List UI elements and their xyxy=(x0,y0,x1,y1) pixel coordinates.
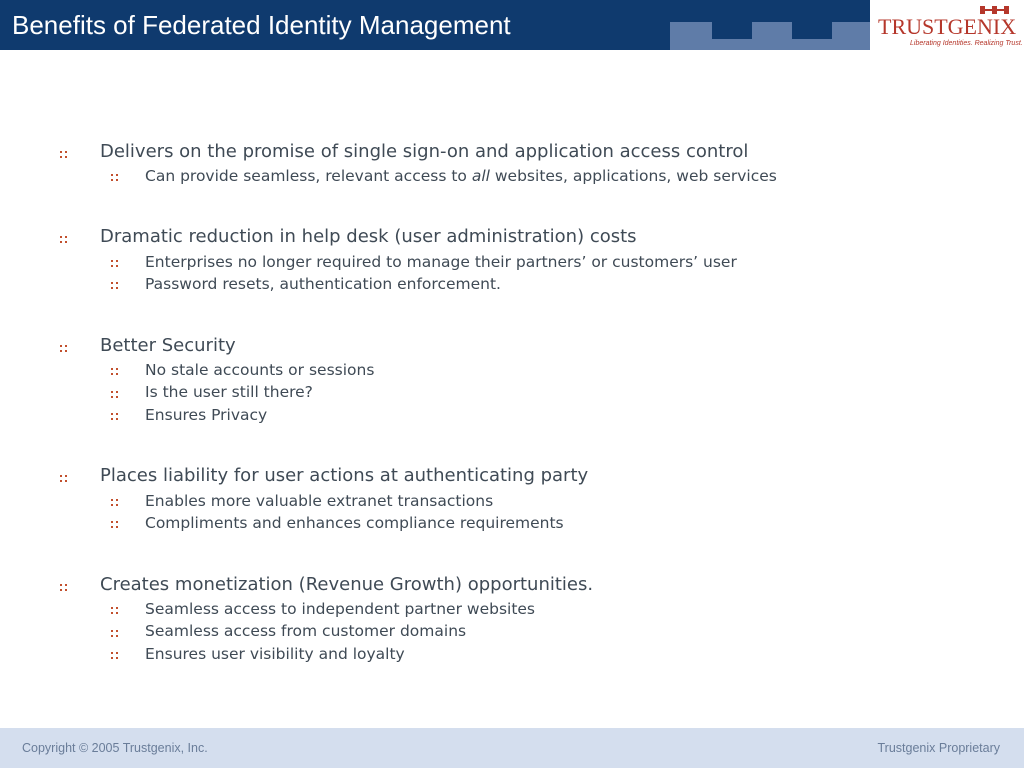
logo-wordmark: TRUSTGENIX xyxy=(878,14,1017,39)
sub-bullet-customer-domains: Seamless access from customer domains xyxy=(145,622,467,640)
bullet-help-desk: Dramatic reduction in help desk (user administration) costs xyxy=(100,226,637,247)
sub-bullet-user-still-there: Is the user still there? xyxy=(145,383,313,401)
four-dot-bullet-icon xyxy=(60,584,68,592)
copyright-text: Copyright © 2005 Trustgenix, Inc. xyxy=(22,741,208,755)
sub-bullet-emphasis: all xyxy=(471,167,490,185)
proprietary-text: Trustgenix Proprietary xyxy=(877,741,1000,755)
four-dot-bullet-icon xyxy=(60,475,68,483)
sub-bullet-visibility-loyalty: Ensures user visibility and loyalty xyxy=(145,645,405,663)
bullet-better-security: Better Security xyxy=(100,335,236,356)
sub-bullet-no-stale-accounts: No stale accounts or sessions xyxy=(145,361,375,379)
four-dot-bullet-icon xyxy=(60,345,68,353)
sub-bullet-privacy: Ensures Privacy xyxy=(145,406,268,424)
four-dot-bullet-icon xyxy=(60,151,68,159)
four-dot-bullet-icon xyxy=(111,607,119,615)
sub-bullet-text: Can provide seamless, relevant access to xyxy=(145,167,472,185)
four-dot-bullet-icon xyxy=(111,521,119,529)
footer-bar xyxy=(0,728,1024,768)
bullet-monetization: Creates monetization (Revenue Growth) opportunities. xyxy=(100,574,594,595)
four-dot-bullet-icon xyxy=(111,174,119,182)
four-dot-bullet-icon xyxy=(60,236,68,244)
four-dot-bullet-icon xyxy=(111,260,119,268)
sub-bullet-password-resets: Password resets, authentication enforcement. xyxy=(145,275,501,293)
sub-bullet-compliance: Compliments and enhances compliance requirements xyxy=(145,514,564,532)
four-dot-bullet-icon xyxy=(111,391,119,399)
sub-bullet-partner-websites: Seamless access to independent partner websites xyxy=(145,600,536,618)
four-dot-bullet-icon xyxy=(111,368,119,376)
four-dot-bullet-icon xyxy=(111,630,119,638)
four-dot-bullet-icon xyxy=(111,652,119,660)
logo-tagline: Liberating Identities. Realizing Trust. xyxy=(910,40,1023,47)
slide-title: Benefits of Federated Identity Management xyxy=(12,10,511,40)
four-dot-bullet-icon xyxy=(111,499,119,507)
sub-bullet-text: websites, applications, web services xyxy=(489,167,777,185)
four-dot-bullet-icon xyxy=(111,413,119,421)
bullet-liability: Places liability for user actions at authenticating party xyxy=(100,465,589,486)
sub-bullet-seamless-access xyxy=(145,166,777,186)
sub-bullet-enterprises: Enterprises no longer required to manage their partners’ or customers’ user xyxy=(145,253,737,271)
bullet-single-sign-on: Delivers on the promise of single sign-on and application access control xyxy=(100,141,749,162)
four-dot-bullet-icon xyxy=(111,282,119,290)
sub-bullet-extranet: Enables more valuable extranet transactions xyxy=(145,492,494,510)
